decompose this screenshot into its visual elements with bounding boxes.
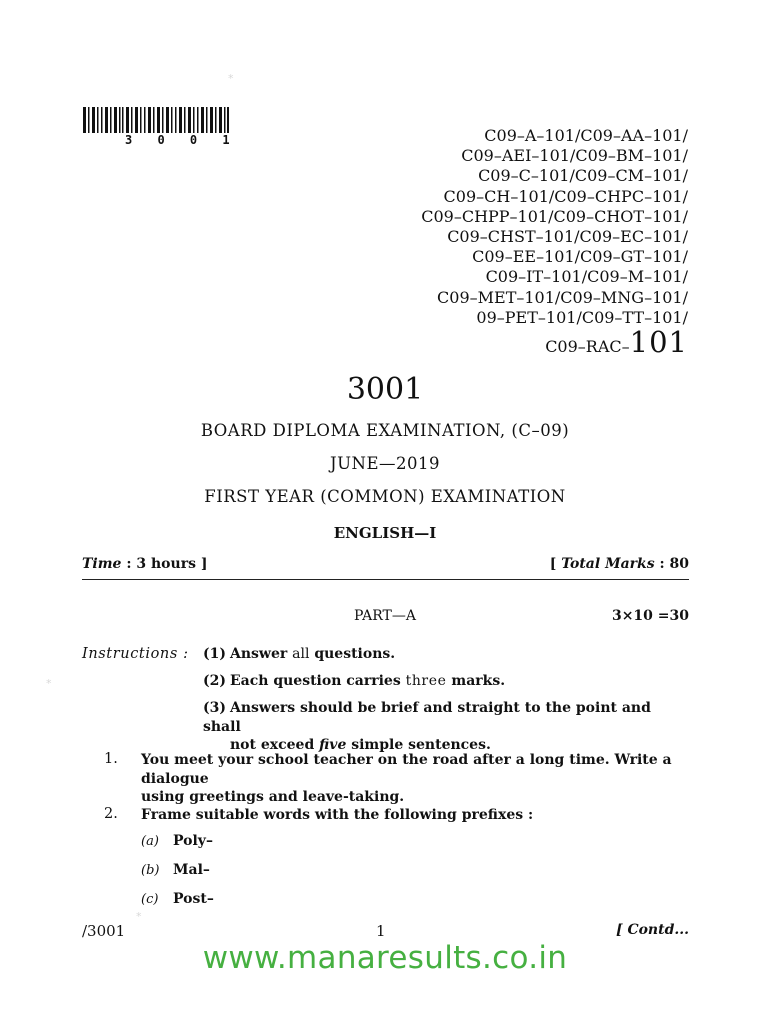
option-text: Post– [173, 891, 214, 907]
continued-note: [ Contd... [615, 922, 689, 938]
instructions-label: Instructions : [82, 646, 189, 662]
course-code-line: C09–CHPP–101/C09–CHOT–101/ [421, 206, 688, 226]
page-number: 1 [376, 922, 386, 940]
course-code-line: C09–EE–101/C09–GT–101/ [472, 247, 688, 267]
instruction-emphasis: five [319, 737, 347, 753]
course-code-line: C09–CH–101/C09–CHPC–101/ [443, 186, 688, 206]
option-label: (c) [141, 892, 159, 907]
month-year: JUNE—2019 [330, 454, 440, 473]
exam-title: BOARD DIPLOMA EXAMINATION, (C–09) [200, 421, 570, 440]
option-text: Poly– [173, 833, 213, 849]
instruction-number: (2) [203, 673, 226, 689]
barcode-number: 3 0 0 1 [125, 133, 239, 147]
course-codes [421, 126, 688, 361]
barcode [83, 107, 229, 133]
question-line: You meet your school teacher on the road after a long time. Write a dialogue [141, 752, 672, 787]
time-value: : 3 hours ] [126, 556, 208, 572]
instruction-text: marks. [451, 673, 506, 689]
course-code-line: C09–C–101/C09–CM–101/ [478, 166, 688, 186]
star-mark: * [46, 677, 52, 690]
option-label: (a) [141, 834, 159, 849]
instruction-text: not exceed [230, 737, 315, 753]
star-mark: * [136, 910, 142, 923]
instruction-emphasis: all [292, 646, 310, 662]
course-code-line: C09–MET–101/C09–MNG–101/ [437, 287, 688, 307]
instruction-text: Answer [230, 646, 288, 662]
course-code-line: C09–CHST–101/C09–EC–101/ [447, 227, 688, 247]
instruction-text: Answers should be brief and straight to the point and shall [203, 700, 651, 735]
course-code-last [421, 325, 688, 361]
instruction-text: simple sentences. [351, 737, 491, 753]
course-code-line: C09–IT–101/C09–M–101/ [485, 267, 688, 287]
marks-label: Total Marks [561, 556, 655, 572]
watermark-link[interactable]: www.manaresults.co.in [202, 940, 568, 976]
header-divider [82, 579, 689, 580]
marks-value: : 80 [659, 556, 689, 572]
option-label: (b) [141, 863, 160, 878]
instruction-text: Each question carries [230, 673, 401, 689]
time-label: Time [82, 556, 122, 572]
course-code-line: C09–A–101/C09–AA–101/ [484, 126, 688, 145]
marks-prefix: [ [549, 556, 557, 572]
total-marks [550, 556, 689, 572]
part-marks: 3×10 =30 [611, 608, 689, 624]
course-code-last-number: 101 [629, 325, 688, 360]
exam-name: FIRST YEAR (COMMON) EXAMINATION [204, 487, 566, 506]
instruction-2 [203, 673, 689, 689]
time-allowed [82, 556, 207, 572]
option-text: Mal– [173, 862, 210, 878]
instruction-1 [203, 646, 689, 662]
part-title: PART—A [354, 608, 416, 624]
question-text [141, 751, 689, 807]
question-number: 2. [104, 806, 118, 822]
instruction-number: (3) [203, 700, 226, 716]
course-code-last-prefix: C09–RAC– [545, 337, 630, 357]
star-mark: * [228, 72, 234, 85]
question-line: using greetings and leave-taking. [141, 789, 405, 805]
course-code-line: C09–AEI–101/C09–BM–101/ [461, 146, 688, 166]
course-code-line: 09–PET–101/C09–TT–101/ [476, 307, 688, 327]
instruction-text: questions. [314, 646, 396, 662]
question-number: 1. [104, 751, 118, 767]
subject-title: ENGLISH—I [333, 524, 437, 542]
instruction-number: (1) [203, 646, 226, 662]
instruction-emphasis: three [405, 673, 447, 689]
question-text: Frame suitable words with the following prefixes : [141, 807, 534, 823]
paper-number: 3001 [346, 372, 424, 407]
instruction-3 [203, 699, 689, 755]
footer-code: /3001 [82, 922, 126, 940]
